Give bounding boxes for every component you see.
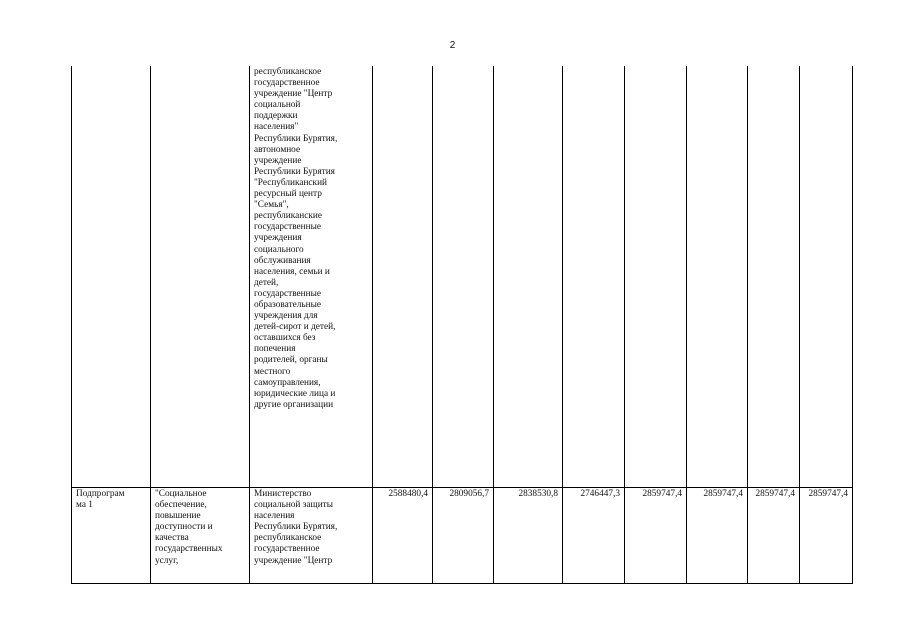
value-cell: 2838530,8 (494, 488, 563, 584)
cell-text-line: "Семья", (254, 200, 289, 211)
cell-text-line: родителей, органы (254, 355, 328, 366)
cell-text-line: государственное (254, 78, 320, 89)
cell-text-line: государственные (254, 222, 322, 233)
cell-text-line: государственные (254, 288, 322, 299)
value-cell: 2588480,4 (373, 488, 433, 584)
budget-table (71, 66, 853, 584)
cell-text-line: "Социальное (155, 489, 207, 499)
value-cell (494, 66, 563, 488)
cell-text-line: Республики Бурятия, (254, 133, 338, 144)
cell-text-line: учреждение (254, 155, 302, 166)
value-cell: 2859747,4 (625, 488, 687, 584)
value-cell (625, 66, 687, 488)
page-number: 2 (449, 40, 456, 51)
value-cell: 2809056,7 (433, 488, 494, 584)
name-cell (151, 66, 250, 488)
cell-text-line: попечения (254, 344, 296, 355)
cell-text-line: обслуживания (254, 255, 311, 266)
cell-text-line: местного (254, 366, 291, 377)
cell-text-line: социального (254, 244, 304, 255)
cell-text-line: учреждения для (254, 311, 318, 322)
cell-text-line: автономное (254, 144, 301, 155)
cell-text-line: Подпрограм (76, 489, 125, 499)
status-cell (72, 488, 151, 584)
cell-text-line: населения (254, 511, 295, 522)
executors-cell (250, 488, 373, 584)
cell-text-line: Республики Бурятия (254, 166, 335, 177)
cell-text-line: повышение (155, 511, 201, 522)
value-cell: 2859747,4 (687, 488, 748, 584)
cell-text-line: детей, (254, 277, 279, 288)
cell-text-line: социальной защиты (254, 500, 333, 511)
cell-text-line: самоуправления, (254, 377, 321, 388)
value-cell: 2859747,4 (748, 488, 800, 584)
cell-text-line: услуг, (155, 555, 179, 566)
cell-text-line: образовательные (254, 299, 321, 310)
cell-text-line: ма 1 (76, 500, 93, 511)
table-row-continued (72, 66, 853, 488)
cell-text-line: оставшихся без (254, 333, 316, 344)
value-cell (433, 66, 494, 488)
cell-text-line: социальной (254, 100, 301, 111)
cell-text-line: юридические лица и (254, 388, 336, 399)
cell-text-line: другие организации (254, 399, 334, 410)
table-row-subprogram-1 (72, 488, 853, 584)
cell-text-line: доступности и (155, 522, 213, 533)
status-cell (72, 66, 151, 488)
value-cell: 2746447,3 (563, 488, 625, 584)
cell-text-line: учреждение "Центр (254, 89, 333, 100)
cell-text-line: населения" (254, 122, 299, 133)
cell-text-line: "Республиканский (254, 177, 328, 188)
cell-text-line: ресурсный центр (254, 189, 322, 200)
cell-text-line: Республики Бурятия, (254, 522, 338, 533)
name-cell (151, 488, 250, 584)
value-cell (748, 66, 800, 488)
cell-text-line: детей-сирот и детей, (254, 322, 336, 333)
cell-text-line: обеспечение, (155, 500, 207, 511)
value-cell (563, 66, 625, 488)
value-cell (687, 66, 748, 488)
cell-text-line: государственное (254, 544, 320, 555)
value-cell: 2859747,4 (800, 488, 853, 584)
cell-text-line: учреждение "Центр (254, 555, 333, 566)
cell-text-line: населения, семьи и (254, 266, 330, 277)
cell-text-line: учреждения (254, 233, 302, 244)
executors-cell (250, 66, 373, 488)
cell-text-line: качества (155, 533, 189, 544)
cell-text-line: государственных (155, 544, 223, 555)
value-cell (373, 66, 433, 488)
value-cell (800, 66, 853, 488)
cell-text-line: поддержки (254, 111, 298, 122)
cell-text-line: Министерство (254, 489, 312, 499)
cell-text-line: республиканское (254, 533, 322, 544)
cell-text-line: республиканские (254, 211, 322, 222)
cell-text-line: республиканское (254, 67, 322, 77)
